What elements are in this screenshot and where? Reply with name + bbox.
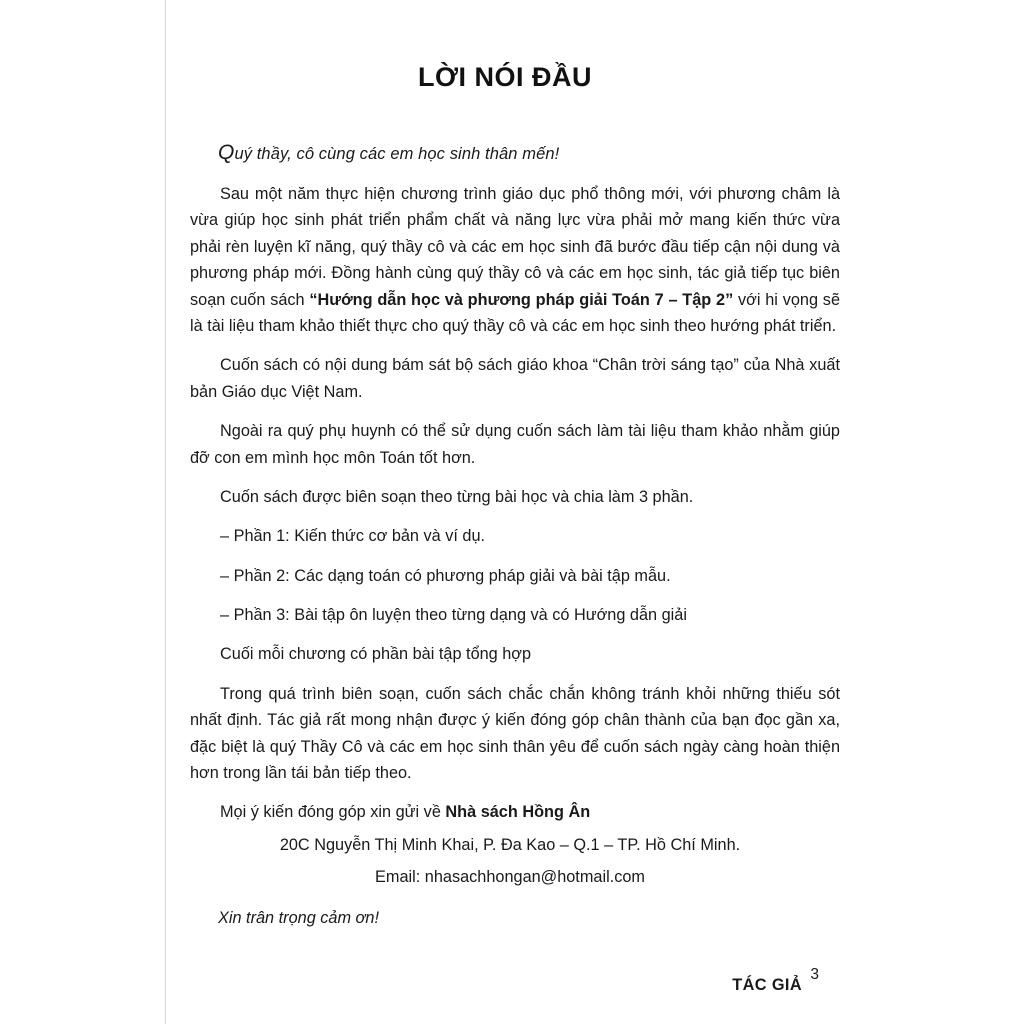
paragraph-feedback xyxy=(190,681,840,787)
list-item-part-2 xyxy=(190,563,840,589)
run-text: Ngoài ra quý phụ huynh có thể sử dụng cuốn sách làm tài liệu tham khảo nhằm giúp đỡ con em mình học môn Toán tốt hơn. xyxy=(190,422,840,467)
run-text: với hi vọng sẽ là tài liệu tham khảo thiết thực cho quý thầy cô và các em học sinh theo hướng phát triển. xyxy=(190,290,840,335)
list-item-part-1 xyxy=(190,523,840,549)
paragraph-content-basis xyxy=(190,352,840,405)
paragraph-chapter-end xyxy=(190,641,840,667)
salutation-text: uý thầy, cô cùng các em học sinh thân mến! xyxy=(234,145,560,163)
closing-line: Xin trân trọng cảm ơn! xyxy=(218,908,379,927)
paragraph-parents xyxy=(190,418,840,471)
salutation-dropcap: Q xyxy=(218,141,235,164)
email-line: Email: nhasachhongan@hotmail.com xyxy=(375,868,645,887)
run-text: – Phần 1: Kiến thức cơ bản và ví dụ. xyxy=(220,527,486,546)
salutation xyxy=(218,141,840,165)
run-text: Mọi ý kiến đóng góp xin gửi về xyxy=(220,803,446,822)
page-title: LỜI NÓI ĐẦU xyxy=(417,62,593,92)
paragraph-intro xyxy=(190,181,840,339)
page-binding-line xyxy=(165,0,166,1024)
paragraph-structure xyxy=(190,484,840,510)
run-text: Sau một năm thực hiện chương trình giáo dục phổ thông mới, với phương châm là vừa giúp học sinh phát triển phẩm chất và năng lực vừa phải mở mang kiến thức vừa phải rèn luyện kĩ năng, quý thầy cô và các em học sinh đã bước đầu tiếp cận nội dung và phương pháp mới. Đồng hành cùng quý thầy cô và các em học sinh, tác giả tiếp tục biên soạn cuốn sách xyxy=(190,185,840,309)
page-number: 3 xyxy=(810,966,819,983)
address-line: 20C Nguyễn Thị Minh Khai, P. Đa Kao – Q.1 – TP. Hồ Chí Minh. xyxy=(279,835,741,854)
list-item-part-3 xyxy=(190,602,840,628)
paragraph-send-to xyxy=(190,799,840,825)
run-text: Cuốn sách có nội dung bám sát bộ sách giáo khoa “Chân trời sáng tạo” của Nhà xuất bản Giáo dục Việt Nam. xyxy=(190,356,840,401)
signature-line: TÁC GIẢ xyxy=(732,975,802,994)
run-text: – Phần 3: Bài tập ôn luyện theo từng dạng và có Hướng dẫn giải xyxy=(220,606,687,625)
run-text: – Phần 2: Các dạng toán có phương pháp giải và bài tập mẫu. xyxy=(220,566,671,585)
run-text-bold: “Hướng dẫn học và phương pháp giải Toán 7 – Tập 2” xyxy=(309,290,734,309)
run-text: Cuối mỗi chương có phần bài tập tổng hợp xyxy=(220,645,532,664)
bookstore-name: Nhà sách Hồng Ân xyxy=(445,803,591,822)
run-text: Cuốn sách được biên soạn theo từng bài học và chia làm 3 phần. xyxy=(220,487,694,506)
page-content xyxy=(190,0,840,1024)
run-text: Trong quá trình biên soạn, cuốn sách chắc chắn không tránh khỏi những thiếu sót nhất định. Tác giả rất mong nhận được ý kiến đóng góp chân thành của bạn đọc gần xa, đặc biệt là quý Thầy Cô và các em học sinh thân yêu để cuốn sách ngày càng hoàn thiện hơn trong lần tái bản tiếp theo. xyxy=(190,684,840,783)
